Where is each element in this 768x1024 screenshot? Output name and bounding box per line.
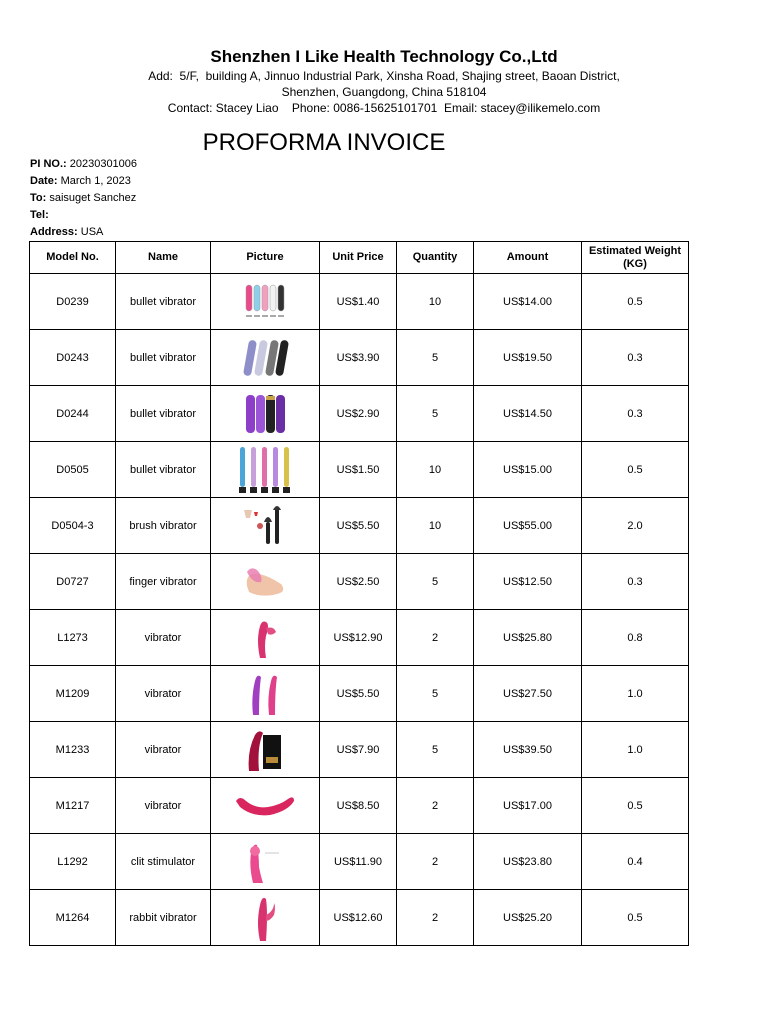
- name-cell: vibrator: [116, 666, 211, 722]
- name-cell: brush vibrator: [116, 498, 211, 554]
- amount-cell: US$14.00: [474, 274, 582, 330]
- quantity-cell: 10: [397, 498, 474, 554]
- date-line: [30, 173, 137, 190]
- table-row: [30, 330, 689, 386]
- name-cell: bullet vibrator: [116, 442, 211, 498]
- weight-cell: 0.5: [582, 890, 689, 946]
- table-row: [30, 554, 689, 610]
- quantity-cell: 5: [397, 722, 474, 778]
- invoice-info: [30, 156, 137, 241]
- company-address-line2: Shenzhen, Guangdong, China 518104: [281, 85, 487, 99]
- pi-number-line: [30, 156, 137, 173]
- unit-price-cell: US$1.40: [320, 274, 397, 330]
- product-image: [211, 779, 319, 833]
- model-no-cell: M1233: [30, 722, 116, 778]
- table-row: [30, 778, 689, 834]
- to-value: saisuget Sanchez: [49, 192, 137, 204]
- to-line: [30, 190, 137, 207]
- table-row: [30, 610, 689, 666]
- table-row: [30, 274, 689, 330]
- tel-line: [30, 207, 137, 224]
- model-no-cell: L1273: [30, 610, 116, 666]
- model-no-cell: D0239: [30, 274, 116, 330]
- product-image: [211, 331, 319, 385]
- weight-cell: 0.3: [582, 554, 689, 610]
- to-label: To:: [30, 192, 47, 204]
- weight-cell: 0.3: [582, 330, 689, 386]
- amount-cell: US$23.80: [474, 834, 582, 890]
- table-row: [30, 386, 689, 442]
- model-no-cell: L1292: [30, 834, 116, 890]
- header-quantity: Quantity: [397, 242, 474, 274]
- header-estimated-weight: Estimated Weight (KG): [582, 242, 689, 274]
- product-image: [211, 835, 319, 889]
- model-no-cell: D0505: [30, 442, 116, 498]
- amount-cell: US$25.20: [474, 890, 582, 946]
- quantity-cell: 5: [397, 666, 474, 722]
- quantity-cell: 2: [397, 890, 474, 946]
- product-image: [211, 891, 319, 945]
- header-amount: Amount: [474, 242, 582, 274]
- picture-cell: [211, 834, 320, 890]
- unit-price-cell: US$5.50: [320, 666, 397, 722]
- product-image: [211, 275, 319, 329]
- date-value: March 1, 2023: [60, 175, 131, 187]
- model-no-cell: D0243: [30, 330, 116, 386]
- pi-number-value: 20230301006: [69, 158, 138, 170]
- date-label: Date:: [30, 175, 58, 187]
- company-address-line1: Add: 5/F, building A, Jinnuo Industrial Park, Xinsha Road, Shajing street, Baoan District,: [148, 69, 620, 83]
- quantity-cell: 5: [397, 554, 474, 610]
- amount-cell: US$17.00: [474, 778, 582, 834]
- model-no-cell: M1264: [30, 890, 116, 946]
- company-header: [0, 46, 768, 116]
- unit-price-cell: US$8.50: [320, 778, 397, 834]
- table-row: [30, 890, 689, 946]
- model-no-cell: M1209: [30, 666, 116, 722]
- amount-cell: US$15.00: [474, 442, 582, 498]
- table-header-row: [30, 242, 689, 274]
- picture-cell: [211, 610, 320, 666]
- weight-cell: 0.3: [582, 386, 689, 442]
- table-row: [30, 722, 689, 778]
- table-row: [30, 498, 689, 554]
- header-unit-price: Unit Price: [320, 242, 397, 274]
- weight-cell: 2.0: [582, 498, 689, 554]
- product-image: [211, 387, 319, 441]
- name-cell: vibrator: [116, 610, 211, 666]
- weight-cell: 0.5: [582, 442, 689, 498]
- name-cell: rabbit vibrator: [116, 890, 211, 946]
- unit-price-cell: US$5.50: [320, 498, 397, 554]
- quantity-cell: 2: [397, 834, 474, 890]
- quantity-cell: 5: [397, 386, 474, 442]
- picture-cell: [211, 778, 320, 834]
- model-no-cell: D0727: [30, 554, 116, 610]
- picture-cell: [211, 330, 320, 386]
- amount-cell: US$12.50: [474, 554, 582, 610]
- pi-number-label: PI NO.:: [30, 158, 67, 170]
- header-model-no: Model No.: [30, 242, 116, 274]
- tel-label: Tel:: [30, 209, 49, 221]
- product-image: [211, 443, 319, 497]
- table-row: [30, 666, 689, 722]
- quantity-cell: 10: [397, 442, 474, 498]
- unit-price-cell: US$3.90: [320, 330, 397, 386]
- amount-cell: US$55.00: [474, 498, 582, 554]
- address-line: [30, 224, 137, 241]
- header-picture: Picture: [211, 242, 320, 274]
- address-label: Address:: [30, 226, 78, 238]
- amount-cell: US$39.50: [474, 722, 582, 778]
- model-no-cell: D0504-3: [30, 498, 116, 554]
- product-image: [211, 555, 319, 609]
- picture-cell: [211, 722, 320, 778]
- quantity-cell: 10: [397, 274, 474, 330]
- amount-cell: US$25.80: [474, 610, 582, 666]
- unit-price-cell: US$2.90: [320, 386, 397, 442]
- weight-cell: 0.5: [582, 778, 689, 834]
- header-name: Name: [116, 242, 211, 274]
- quantity-cell: 2: [397, 778, 474, 834]
- name-cell: vibrator: [116, 778, 211, 834]
- product-image: [211, 667, 319, 721]
- picture-cell: [211, 442, 320, 498]
- picture-cell: [211, 498, 320, 554]
- name-cell: finger vibrator: [116, 554, 211, 610]
- product-image: [211, 723, 319, 777]
- unit-price-cell: US$7.90: [320, 722, 397, 778]
- picture-cell: [211, 666, 320, 722]
- picture-cell: [211, 274, 320, 330]
- unit-price-cell: US$11.90: [320, 834, 397, 890]
- document-title: PROFORMA INVOICE: [202, 129, 446, 156]
- name-cell: bullet vibrator: [116, 330, 211, 386]
- product-image: [211, 499, 319, 553]
- company-name: Shenzhen I Like Health Technology Co.,Ltd: [210, 47, 558, 66]
- quantity-cell: 5: [397, 330, 474, 386]
- table-row: [30, 442, 689, 498]
- name-cell: bullet vibrator: [116, 274, 211, 330]
- company-contact-line: Contact: Stacey Liao Phone: 0086-15625101701 Email: stacey@ilikemelo.com: [167, 101, 601, 115]
- weight-cell: 0.4: [582, 834, 689, 890]
- weight-cell: 1.0: [582, 722, 689, 778]
- picture-cell: [211, 890, 320, 946]
- model-no-cell: M1217: [30, 778, 116, 834]
- picture-cell: [211, 554, 320, 610]
- table-row: [30, 834, 689, 890]
- name-cell: bullet vibrator: [116, 386, 211, 442]
- amount-cell: US$27.50: [474, 666, 582, 722]
- weight-cell: 0.8: [582, 610, 689, 666]
- address-value: USA: [80, 226, 104, 238]
- unit-price-cell: US$1.50: [320, 442, 397, 498]
- invoice-table: [29, 241, 689, 946]
- weight-cell: 1.0: [582, 666, 689, 722]
- weight-cell: 0.5: [582, 274, 689, 330]
- unit-price-cell: US$12.60: [320, 890, 397, 946]
- picture-cell: [211, 386, 320, 442]
- model-no-cell: D0244: [30, 386, 116, 442]
- name-cell: vibrator: [116, 722, 211, 778]
- name-cell: clit stimulator: [116, 834, 211, 890]
- amount-cell: US$19.50: [474, 330, 582, 386]
- unit-price-cell: US$12.90: [320, 610, 397, 666]
- unit-price-cell: US$2.50: [320, 554, 397, 610]
- product-image: [211, 611, 319, 665]
- quantity-cell: 2: [397, 610, 474, 666]
- amount-cell: US$14.50: [474, 386, 582, 442]
